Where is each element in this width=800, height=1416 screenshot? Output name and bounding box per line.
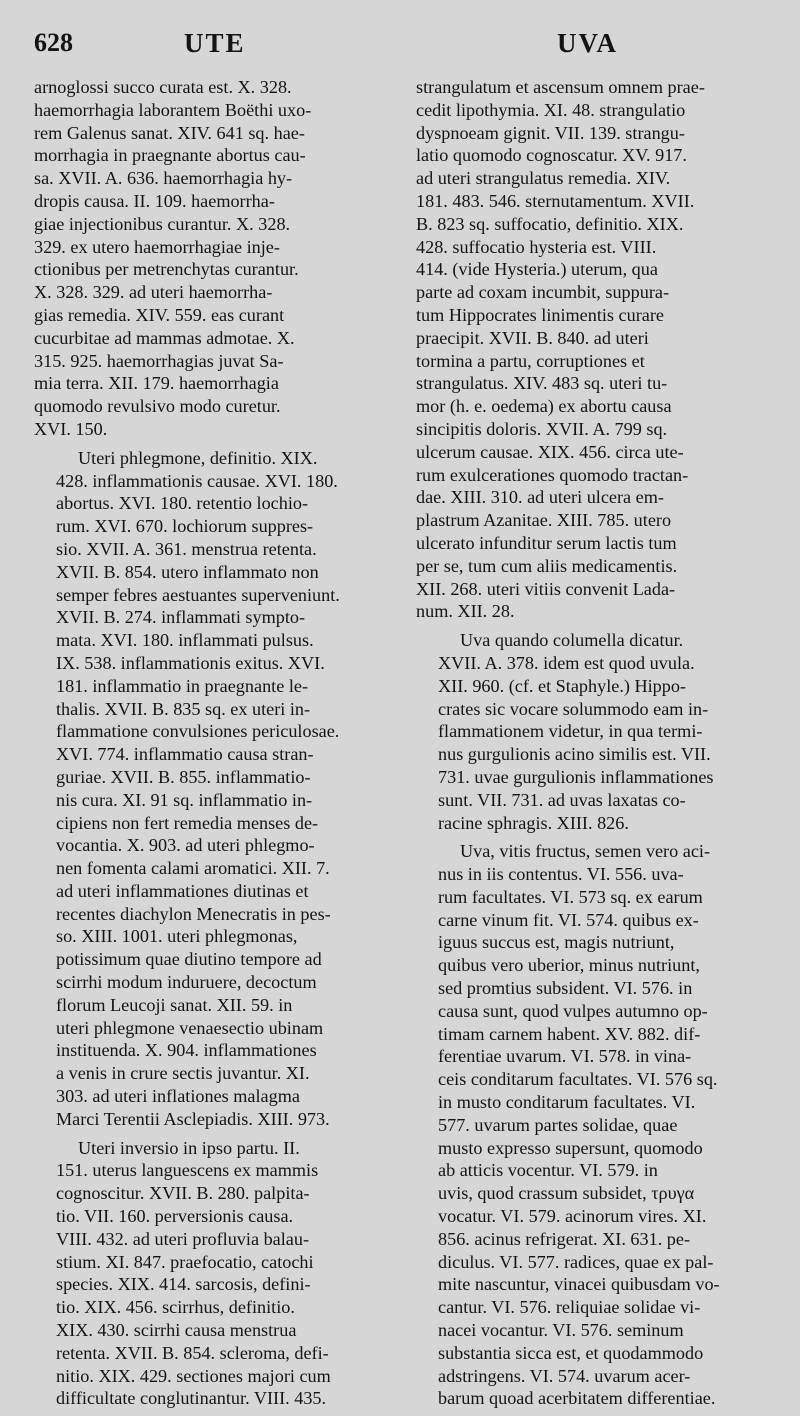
text-line: iguus succus est, magis nutriunt, <box>438 932 675 953</box>
text-line: strangulatus. XIV. 483 sq. uteri tu- <box>416 373 668 394</box>
left-column <box>34 76 402 1416</box>
text-line: so. XIII. 1001. uteri phlegmonas, <box>56 926 298 947</box>
text-line: mite nascuntur, vinacei quibusdam vo- <box>438 1274 720 1295</box>
text-line: quomodo revulsivo modo curetur. <box>34 396 281 417</box>
text-line: ad uteri inflammationes diutinas et <box>56 880 309 901</box>
text-line: XIX. 430. scirrhi causa menstrua <box>56 1320 297 1341</box>
text-line: timam carnem habent. XV. 882. dif- <box>438 1023 701 1044</box>
page-number: 628 <box>34 28 73 57</box>
text-line: barum quoad acerbitatem differentiae. <box>438 1388 716 1409</box>
text-line: species. XIX. 414. sarcosis, defini- <box>56 1274 311 1295</box>
text-line: 577. uvarum partes solidae, quae <box>438 1114 678 1135</box>
text-line: XVII. B. 854. utero inflammato non <box>56 561 319 582</box>
text-line: rem Galenus sanat. XIV. 641 sq. hae- <box>34 122 305 143</box>
text-line: VIII. 432. ad uteri profluvia balau- <box>56 1228 310 1249</box>
text-line: tio. VII. 160. perversionis causa. <box>56 1206 294 1227</box>
text-line: sio. XVII. A. 361. menstrua retenta. <box>56 538 317 559</box>
index-entry-paragraph <box>416 76 784 623</box>
text-line: XII. 960. (cf. et Staphyle.) Hippo- <box>438 675 686 696</box>
text-line: Marci Terentii Asclepiadis. XIII. 973. <box>56 1108 330 1129</box>
text-line: florum Leucoji sanat. XII. 59. in <box>56 994 293 1015</box>
text-line: nus in iis contentus. VI. 556. uva- <box>438 864 684 885</box>
text-line: dae. XIII. 310. ad uteri ulcera em- <box>416 487 664 508</box>
index-entry-paragraph <box>34 1137 402 1411</box>
text-line: arnoglossi succo curata est. X. 328. <box>34 77 292 97</box>
running-header <box>34 28 766 68</box>
text-line: ferentiae uvarum. VI. 578. in vina- <box>438 1046 692 1067</box>
text-line: tum Hippocrates linimentis curare <box>416 304 664 325</box>
text-line: ctionibus per metrenchytas curantur. <box>34 259 299 280</box>
text-line: cedit lipothymia. XI. 48. strangulatio <box>416 99 686 120</box>
text-line: mata. XVI. 180. inflammati pulsus. <box>56 630 314 651</box>
text-line: rum facultates. VI. 573 sq. ex earum <box>438 886 703 907</box>
text-line: tio. XIX. 456. scirrhus, definitio. <box>56 1297 295 1318</box>
text-line: cantur. VI. 576. reliquiae solidae vi- <box>438 1297 701 1318</box>
text-line: dyspnoeam gignit. VII. 139. strangu- <box>416 122 685 143</box>
text-line: cognoscitur. XVII. B. 280. palpita- <box>56 1183 310 1204</box>
text-line: mor (h. e. oedema) ex abortu causa <box>416 396 672 417</box>
text-line: XVI. 774. inflammatio causa stran- <box>56 744 314 765</box>
text-line: diculus. VI. 577. radices, quae ex pal- <box>438 1251 714 1272</box>
index-entry-paragraph <box>416 629 784 834</box>
text-line: rum. XVI. 670. lochiorum suppres- <box>56 516 314 537</box>
text-line: strangulatum et ascensum omnem prae- <box>416 77 705 97</box>
text-line: B. 823 sq. suffocatio, definitio. XIX. <box>416 213 684 234</box>
text-line: nis cura. XI. 91 sq. inflammatio in- <box>56 789 313 810</box>
text-line: causa sunt, quod vulpes autumno op- <box>438 1000 708 1021</box>
text-line: haemorrhagia laborantem Boëthi uxo- <box>34 99 312 120</box>
text-line: num. XII. 28. <box>416 601 515 622</box>
index-entry-paragraph <box>34 447 402 1131</box>
text-line: XVI. 150. <box>34 418 108 439</box>
text-line: musto expresso supersunt, quomodo <box>438 1137 703 1158</box>
text-line: sa. XVII. A. 636. haemorrhagia hy- <box>34 168 293 189</box>
text-line: rum exulcerationes quomodo tractan- <box>416 464 689 485</box>
text-line: Uteri inversio in ipso partu. II. <box>78 1137 300 1158</box>
text-line: nen fomenta calami aromatici. XII. 7. <box>56 858 330 879</box>
text-line: ceis conditarum facultates. VI. 576 sq. <box>438 1069 718 1090</box>
text-line: flammationem videtur, in qua termi- <box>438 721 703 742</box>
text-line: 428. inflammationis causae. XVI. 180. <box>56 470 338 491</box>
text-line: tormina a partu, corruptiones et <box>416 350 645 371</box>
text-line: Uteri phlegmone, definitio. XIX. <box>78 447 318 468</box>
text-line: instituenda. X. 904. inflammationes <box>56 1040 317 1061</box>
text-line: X. 328. 329. ad uteri haemorrha- <box>34 282 273 303</box>
text-line: giae injectionibus curantur. X. 328. <box>34 213 291 234</box>
text-line: sed promtius subsident. VI. 576. in <box>438 978 693 999</box>
text-line: ulcerum causae. XIX. 456. circa ute- <box>416 441 684 462</box>
text-line: 856. acinus refrigerat. XI. 631. pe- <box>438 1228 691 1249</box>
text-line: nus gurgulionis acino similis est. VII. <box>438 744 711 765</box>
text-line: flammatione convulsiones periculosae. <box>56 721 340 742</box>
text-line: retenta. XVII. B. 854. scleroma, defi- <box>56 1342 329 1363</box>
text-line: quibus vero uberior, minus nutriunt, <box>438 955 700 976</box>
text-line: carne vinum fit. VI. 574. quibus ex- <box>438 909 699 930</box>
text-line: sunt. VII. 731. ad uvas laxatas co- <box>438 789 686 810</box>
text-line: mia terra. XII. 179. haemorrhagia <box>34 373 279 394</box>
left-running-head: UTE <box>184 28 246 58</box>
text-line: gias remedia. XIV. 559. eas curant <box>34 304 285 325</box>
text-line: XVII. A. 378. idem est quod uvula. <box>438 652 695 673</box>
text-line: parte ad coxam incumbit, suppura- <box>416 282 670 303</box>
right-column <box>416 76 784 1416</box>
text-line: 303. ad uteri inflationes malagma <box>56 1086 300 1107</box>
text-line: uvis, quod crassum subsidet, τρυγα <box>438 1183 695 1204</box>
text-line: vocatur. VI. 579. acinorum vires. XI. <box>438 1206 707 1227</box>
text-line: substantia sicca est, et quodammodo <box>438 1342 704 1363</box>
text-line: nacei vocantur. VI. 576. seminum <box>438 1320 684 1341</box>
text-line: recentes diachylon Menecratis in pes- <box>56 903 331 924</box>
text-line: latio quomodo cognoscatur. XV. 917. <box>416 145 687 166</box>
text-line: semper febres aestuantes superveniunt. <box>56 584 340 605</box>
text-line: racine sphragis. XIII. 826. <box>438 812 629 833</box>
text-line: in musto conditarum facultates. VI. <box>438 1092 696 1113</box>
text-line: abortus. XVI. 180. retentio lochio- <box>56 493 309 514</box>
text-line: plastrum Azanitae. XIII. 785. utero <box>416 510 672 531</box>
text-line: 181. inflammatio in praegnante le- <box>56 675 309 696</box>
text-line: praecipit. XVII. B. 840. ad uteri <box>416 327 649 348</box>
text-line: adstringens. VI. 574. uvarum acer- <box>438 1365 691 1386</box>
text-line: ad uteri strangulatus remedia. XIV. <box>416 168 671 189</box>
index-entry-paragraph <box>34 76 402 441</box>
text-line: 329. ex utero haemorrhagiae inje- <box>34 236 280 257</box>
right-running-head: UVA <box>557 28 619 58</box>
text-line: guriae. XVII. B. 855. inflammatio- <box>56 766 311 787</box>
text-line: morrhagia in praegnante abortus cau- <box>34 145 306 166</box>
text-line: thalis. XVII. B. 835 sq. ex uteri in- <box>56 698 311 719</box>
text-line: 731. uvae gurgulionis inflammationes <box>438 766 714 787</box>
text-line: stium. XI. 847. praefocatio, catochi <box>56 1251 314 1272</box>
text-line: 315. 925. haemorrhagias juvat Sa- <box>34 350 284 371</box>
text-line: Uva, vitis fructus, semen vero aci- <box>460 841 710 862</box>
text-line: 181. 483. 546. sternutamentum. XVII. <box>416 190 695 211</box>
text-line: sincipitis doloris. XVII. A. 799 sq. <box>416 418 668 439</box>
text-line: ab atticis vocentur. VI. 579. in <box>438 1160 658 1181</box>
text-line: IX. 538. inflammationis exitus. XVI. <box>56 652 325 673</box>
text-line: 428. suffocatio hysteria est. VIII. <box>416 236 657 257</box>
text-line: 414. (vide Hysteria.) uterum, qua <box>416 259 658 280</box>
text-line: nitio. XIX. 429. sectiones majori cum <box>56 1365 331 1386</box>
text-line: ulcerato infunditur serum lactis tum <box>416 532 677 553</box>
text-line: a venis in crure sectis juvantur. XI. <box>56 1063 310 1084</box>
text-line: XII. 268. uteri vitiis convenit Lada- <box>416 578 676 599</box>
text-line: crates sic vocare solummodo eam in- <box>438 698 709 719</box>
text-line: dropis causa. II. 109. haemorrha- <box>34 190 275 211</box>
text-line: XVII. B. 274. inflammati sympto- <box>56 607 306 628</box>
text-line: vocantia. X. 903. ad uteri phlegmo- <box>56 835 315 856</box>
text-line: potissimum quae diutino tempore ad <box>56 949 322 970</box>
text-line: uteri phlegmone venaesectio ubinam <box>56 1017 324 1038</box>
text-line: difficultate conglutinantur. VIII. 435. <box>56 1388 327 1409</box>
text-line: 151. uterus languescens ex mammis <box>56 1160 319 1181</box>
text-line: scirrhi modum induruere, decoctum <box>56 972 317 993</box>
index-entry-paragraph <box>416 840 784 1410</box>
text-line: cucurbitae ad mammas admotae. X. <box>34 327 295 348</box>
text-line: per se, tum cum aliis medicamentis. <box>416 555 678 576</box>
text-line: Uva quando columella dicatur. <box>460 630 684 651</box>
text-line: cipiens non fert remedia menses de- <box>56 812 319 833</box>
